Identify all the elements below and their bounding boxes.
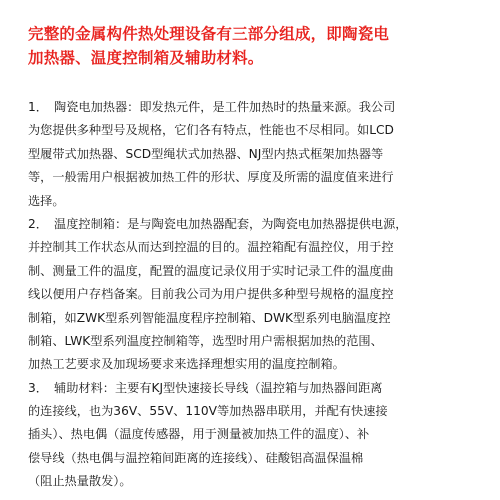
body-line: 3． 辅助材料：主要有KJ型快速接长导线（温控箱与加热器间距离: [28, 380, 383, 395]
body-line: 制箱，如ZWK型系列智能温度程序控制箱、DWK型系列电脑温度控: [28, 310, 391, 325]
body-line: 2． 温度控制箱：是与陶瓷电加热器配套，为陶瓷电加热器提供电源，: [28, 216, 408, 231]
body-line: 线以便用户存档备案。目前我公司为用户提供多种型号规格的温度控: [28, 287, 394, 302]
body-line: 偿导线（热电偶与温控箱间距离的连接线）、硅酸铝高温保温棉: [28, 450, 364, 465]
body-line: 等，一般需用户根据被加热工件的形状、厚度及所需的温度值来进行: [28, 170, 394, 185]
body-line: 加热工艺要求及加现场要求来选择理想实用的温度控制箱。: [28, 357, 345, 372]
document-heading: [28, 22, 478, 70]
body-line: 1． 陶瓷电加热器：即发热元件，是工件加热时的热量来源。我公司: [28, 100, 396, 114]
body-line: 型履带式加热器、SCD型绳状式加热器、NJ型内热式框架加热器等: [28, 146, 384, 161]
body-line: （阻止热量散发）。: [28, 474, 132, 489]
body-line: 插头）、热电偶（温度传感器，用于测量被加热工件的温度）、补: [28, 427, 370, 442]
body-line: 为您提供多种型号及规格，它们各有特点，性能也不尽相同。如LCD: [28, 123, 394, 138]
heading-line: 完整的金属构件热处理设备有三部分组成，即陶瓷电: [28, 25, 390, 43]
body-line: 的连接线，也为36V、55V、110V等加热器串联用，并配有快速接: [28, 404, 388, 419]
body-line: 并控制其工作状态从而达到控温的目的。温控箱配有温控仪，用于控: [28, 240, 394, 255]
body-line: 制箱、LWK型系列温度控制箱等，选型时用户需根据加热的范围、: [28, 333, 383, 348]
heading-line: 加热器、温度控制箱及辅助材料。: [28, 49, 264, 67]
document-body: [28, 96, 478, 494]
body-line: 制、测量工件的温度，配置的温度记录仪用于实时记录工件的温度曲: [28, 263, 394, 278]
body-line: 选择。: [28, 193, 65, 208]
